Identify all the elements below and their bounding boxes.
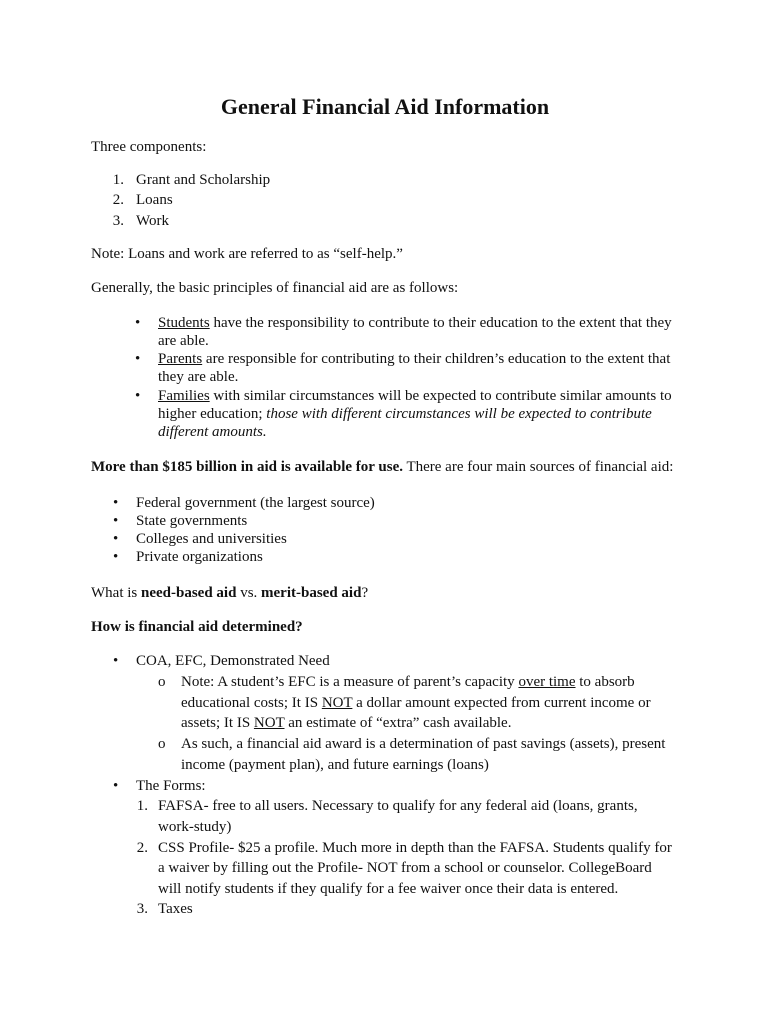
forms-item: The Forms: <box>136 778 206 794</box>
source-item: Private organizations <box>136 549 263 565</box>
efc-note: Note: A student’s EFC is a measure of parent’s capacity over time to absorb <box>181 674 635 690</box>
sub-bullet: o <box>158 674 166 690</box>
list-number: 2. <box>136 840 148 856</box>
principle-parents-cont: they are able. <box>158 369 239 385</box>
principles-intro: Generally, the basic principles of financial aid are as follows: <box>91 280 459 296</box>
bullet: • <box>135 388 141 404</box>
efc-note-cont: educational costs; It IS NOT a dollar amount expected from current income or <box>181 695 651 711</box>
principle-families: Families with similar circumstances will be expected to contribute similar amounts to <box>158 388 672 404</box>
principle-students-cont: are able. <box>158 333 209 349</box>
sources-intro: More than $185 billion in aid is available for use. There are four main sources of financial aid: <box>91 459 674 475</box>
list-number: 3. <box>112 213 124 229</box>
award-note: As such, a financial aid award is a determination of past savings (assets), present <box>181 736 666 752</box>
form-fafsa: FAFSA- free to all users. Necessary to qualify for any federal aid (loans, grants, <box>158 798 638 814</box>
bullet: • <box>135 315 141 331</box>
list-number: 1. <box>112 172 124 188</box>
bullet: • <box>113 778 119 794</box>
principle-families-cont2: different amounts. <box>158 424 267 440</box>
bullet: • <box>113 531 119 547</box>
bullet: • <box>113 513 119 529</box>
form-fafsa-cont: work-study) <box>158 819 232 835</box>
form-css-profile-cont: a waiver by filling out the Profile- NOT from a school or counselor. CollegeBoard <box>158 860 652 876</box>
principle-parents: Parents are responsible for contributing to their children’s education to the extent that <box>158 351 671 367</box>
form-css-profile: CSS Profile- $25 a profile. Much more in depth than the FAFSA. Students qualify for <box>158 840 672 856</box>
page-title: General Financial Aid Information <box>220 94 550 119</box>
aid-type-question: What is need-based aid vs. merit-based aid? <box>91 585 369 601</box>
determined-heading: How is financial aid determined? <box>91 619 303 635</box>
efc-note-cont2: assets; It IS NOT an estimate of “extra” cash available. <box>181 715 512 731</box>
bullet: • <box>113 549 119 565</box>
source-item: Colleges and universities <box>136 531 287 547</box>
bullet: • <box>135 351 141 367</box>
bullet: • <box>113 495 119 511</box>
form-taxes: Taxes <box>158 901 193 917</box>
bullet: • <box>113 653 119 669</box>
principle-families-cont: higher education; those with different circumstances will be expected to contribute <box>158 406 652 422</box>
list-number: 2. <box>112 192 124 208</box>
coa-item: COA, EFC, Demonstrated Need <box>136 653 330 669</box>
sub-bullet: o <box>158 736 166 752</box>
component-item: Loans <box>136 192 173 208</box>
form-css-profile-cont2: will notify students if they qualify for a fee waiver once their data is entered. <box>158 881 619 897</box>
component-item: Grant and Scholarship <box>136 172 271 188</box>
list-number: 1. <box>136 798 148 814</box>
source-item: Federal government (the largest source) <box>136 495 375 511</box>
component-item: Work <box>136 213 169 229</box>
principle-students: Students have the responsibility to contribute to their education to the extent that they <box>158 315 672 331</box>
award-note-cont: income (payment plan), and future earnings (loans) <box>181 757 489 773</box>
self-help-note: Note: Loans and work are referred to as “self-help.” <box>91 246 403 262</box>
source-item: State governments <box>136 513 248 529</box>
list-number: 3. <box>136 901 148 917</box>
intro-text: Three components: <box>91 139 207 155</box>
